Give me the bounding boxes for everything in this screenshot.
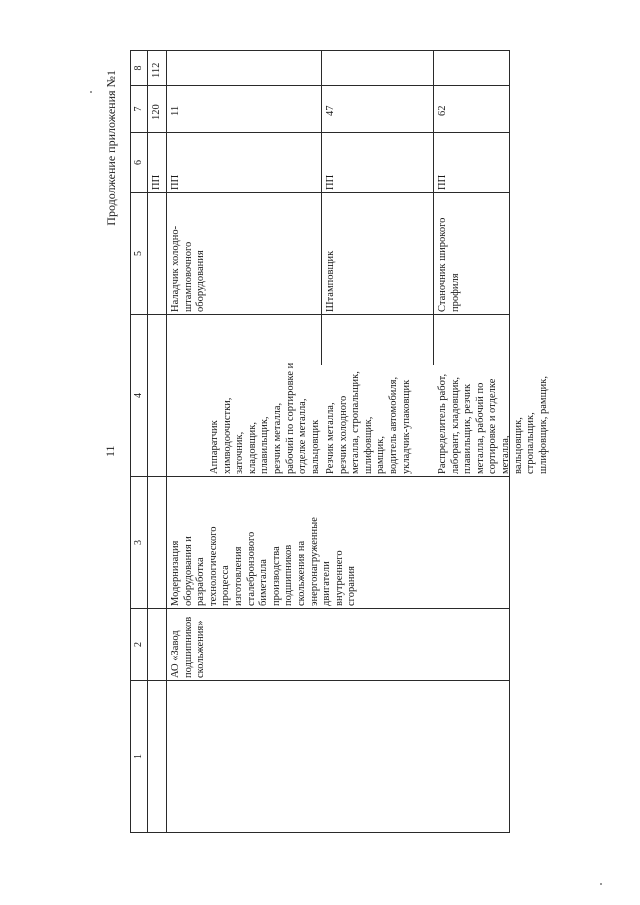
profession-line: металла, рабочий по (474, 382, 486, 474)
appendix-continuation-label: Продолжение приложения №1 (104, 70, 118, 226)
row-separator-2 (433, 50, 434, 365)
column-number-1: 1 (133, 754, 144, 759)
count-cell-1: 11 (170, 105, 181, 116)
profession-line: шлифовщик, (362, 416, 374, 474)
col-divider-6 (130, 192, 510, 193)
project-description-line: биметалла (258, 559, 270, 606)
profession-line: стропальщик, (525, 412, 537, 474)
project-description-line: технологического (207, 526, 219, 606)
project-description-line: сгорания (346, 566, 358, 606)
table-border-left (130, 832, 510, 833)
training-type-cell-2: ПП (325, 174, 336, 190)
col-divider-8 (130, 85, 510, 86)
project-description-line: оборудования и (182, 536, 194, 606)
column-number-8: 8 (133, 65, 144, 71)
profession-line: рамщик, (375, 436, 387, 474)
profession-line: Распределитель работ, (437, 373, 448, 474)
profession-line: сортировке и отделке (487, 378, 499, 474)
project-description-line: процесса (220, 565, 232, 606)
project-description-line: изготовления (232, 546, 244, 606)
profession-line: укладчик-упаковщик (400, 379, 412, 474)
column-number-4: 4 (133, 393, 144, 398)
table-border-right (130, 50, 510, 51)
col-divider-3 (130, 608, 510, 609)
col-divider-5 (130, 314, 510, 315)
table-row-separator (166, 50, 167, 833)
header-col8-value: 112 (151, 62, 162, 78)
profession-line: резчик холодного (337, 395, 349, 474)
professions-cell-3 (437, 374, 550, 474)
header-col7-value: 120 (151, 104, 162, 120)
column-number-5: 5 (133, 251, 144, 256)
profession-line: отделке металла, (297, 398, 309, 474)
target-profession-cell-1 (170, 226, 208, 312)
profession-line: рабочий по сортировке и (284, 362, 296, 474)
profession-line: водитель автомобиля, (387, 376, 399, 474)
profession-line: Резчик металла, (325, 402, 336, 474)
company-name-line: АО «Завод (170, 630, 181, 678)
project-description-line: производства (270, 546, 282, 606)
target-profession-line: Станочник широкого (437, 217, 448, 312)
project-description-cell (170, 517, 359, 606)
scan-speck (600, 883, 602, 885)
profession-line: плавильщик, резчик (462, 383, 474, 474)
project-description-line: энергонагруженные (308, 517, 320, 606)
company-name-line: скольжения» (195, 620, 207, 678)
project-description-line: скольжения на (295, 540, 307, 606)
project-description-line: внутреннего (333, 550, 345, 606)
page-number: 11 (103, 445, 117, 457)
count-cell-3: 62 (437, 105, 448, 116)
header-col6-value: ПП (151, 174, 162, 190)
profession-line: резчик металла, (271, 402, 283, 474)
profession-line: металла, (499, 435, 511, 474)
table-header-separator (147, 50, 148, 833)
target-profession-line: Штамповщик (325, 250, 336, 312)
project-description-line: двигатели (321, 561, 333, 606)
col-divider-7 (130, 132, 510, 133)
count-cell-2: 47 (325, 105, 336, 116)
profession-line: металла, стропальщик, (350, 371, 362, 474)
profession-line: заточник, (234, 431, 246, 474)
training-type-cell-1: ПП (170, 174, 181, 190)
company-name-line: подшипников (182, 616, 194, 678)
company-name-cell (170, 617, 208, 678)
scan-speck (90, 91, 92, 93)
column-number-2: 2 (133, 642, 144, 647)
training-type-cell-3: ПП (437, 174, 448, 190)
column-number-3: 3 (133, 540, 144, 545)
table-border-top (130, 50, 131, 833)
profession-line: вальцовщик (309, 419, 321, 474)
professions-cell-2 (325, 371, 413, 474)
target-profession-cell-3 (437, 218, 462, 312)
column-number-7: 7 (133, 106, 144, 112)
target-profession-line: Наладчик холодно- (170, 225, 181, 312)
profession-line: лаборант, кладовщик, (449, 376, 461, 474)
profession-line: кладовщик, (246, 422, 258, 474)
profession-line: шлифовщик, рамщик, (537, 376, 549, 474)
profession-line: вальцовщик, (512, 417, 524, 474)
appendix-table (130, 50, 549, 833)
project-description-line: разработка (195, 557, 207, 606)
project-description-line: Модернизация (170, 540, 181, 606)
profession-line: химводоочистки, (221, 397, 233, 474)
target-profession-line: профиля (449, 273, 461, 312)
col-divider-4 (130, 476, 510, 477)
row-separator-1 (321, 50, 322, 365)
target-profession-line: оборудования (195, 250, 207, 312)
professions-cell-1 (209, 363, 322, 474)
project-description-line: подшипников (283, 544, 295, 606)
profession-line: плавильщик, (259, 416, 271, 474)
target-profession-line: штамповочного (182, 241, 194, 312)
column-number-6: 6 (133, 160, 144, 165)
project-description-line: сталебронзового (245, 531, 257, 606)
col-divider-2 (130, 680, 510, 681)
profession-line: Аппаратчик (209, 420, 220, 474)
target-profession-cell-2 (325, 251, 338, 312)
